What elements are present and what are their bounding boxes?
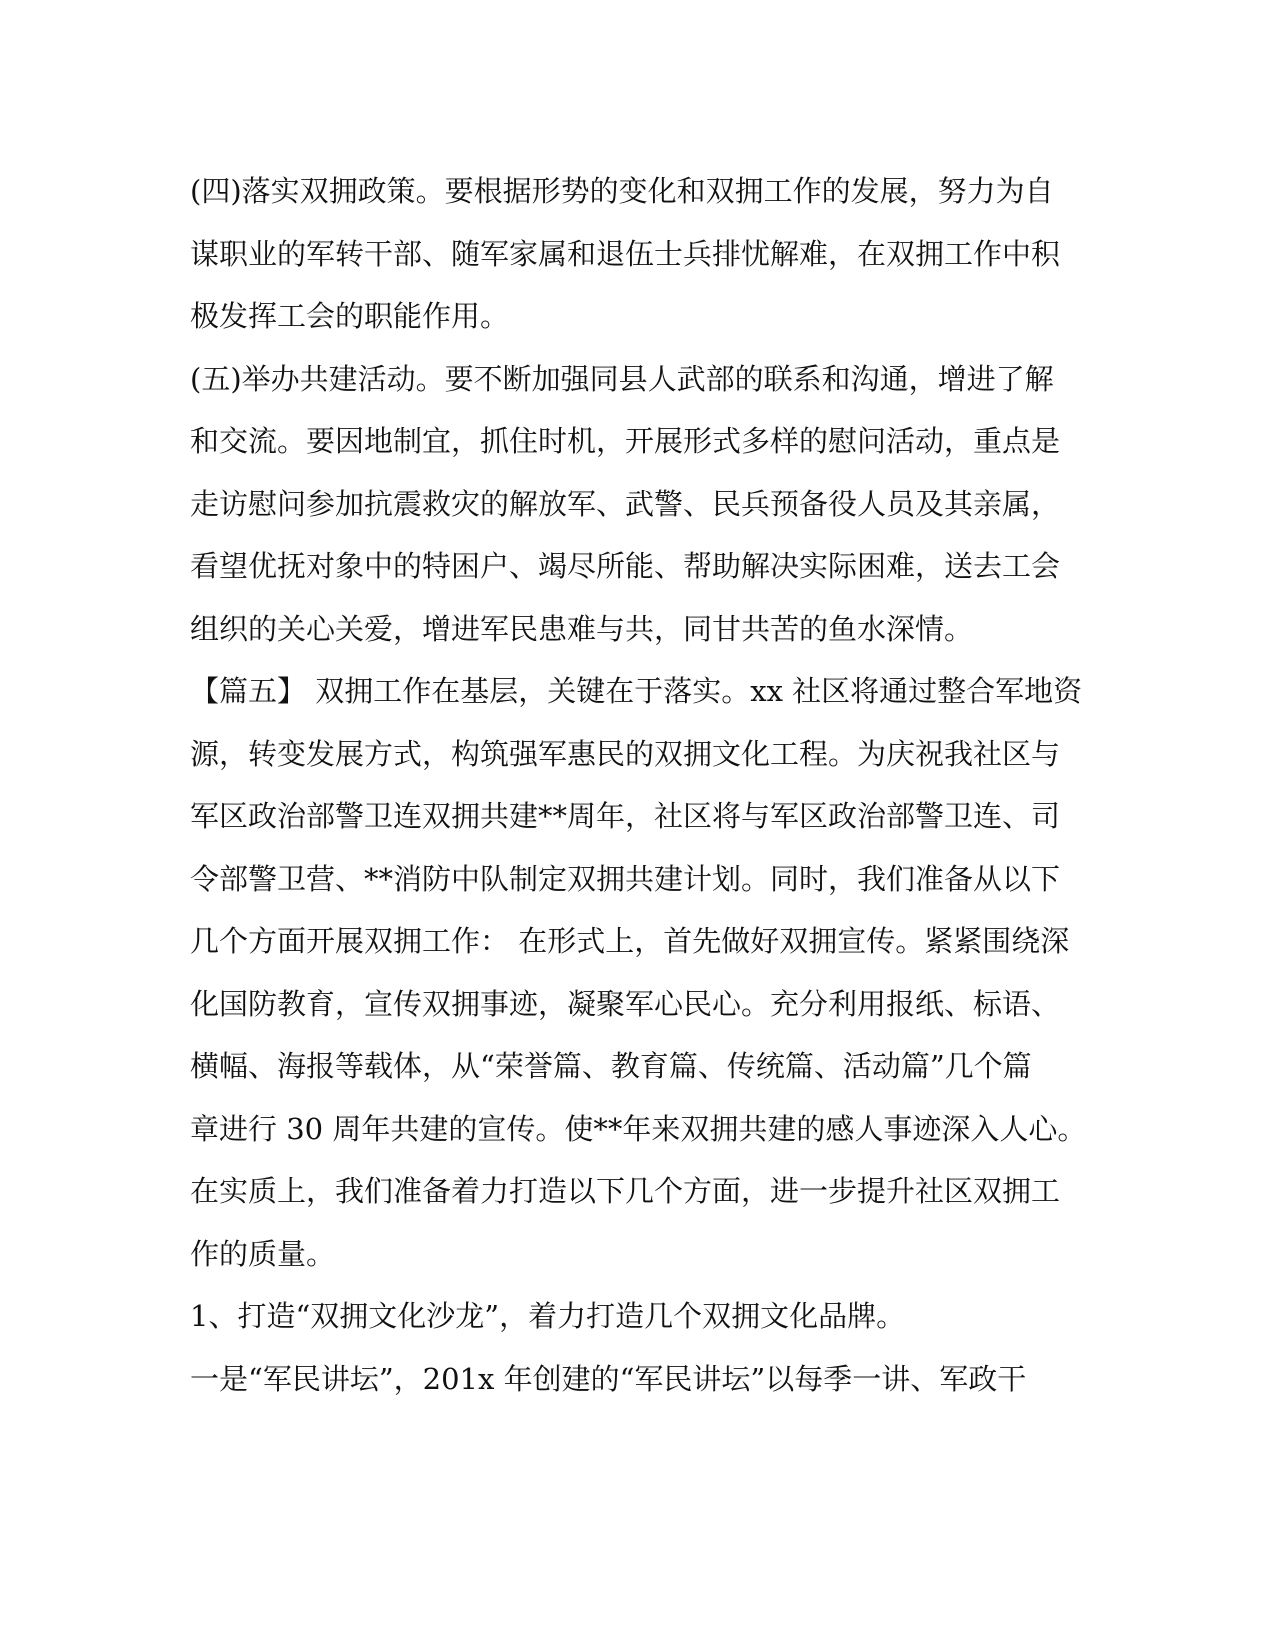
text-line: 令部警卫营、**消防中队制定双拥共建计划。同时，我们准备从以下 <box>190 861 1061 896</box>
text-line: 几个方面开展双拥工作： 在形式上，首先做好双拥宣传。紧紧围绕深 <box>190 924 1070 958</box>
text-line: 章进行 30 周年共建的宣传。使**年来双拥共建的感人事迹深入人心。 <box>190 1111 1087 1146</box>
text-line: 极发挥工会的职能作用。 <box>190 299 510 333</box>
text-line: 源，转变发展方式，构筑强军惠民的双拥文化工程。为庆祝我社区与 <box>190 736 1061 771</box>
text-line: 一是“军民讲坛”，201x 年创建的“军民讲坛”以每季一讲、军政干 <box>190 1361 1027 1396</box>
text-line: 走访慰问参加抗震救灾的解放军、武警、民兵预备役人员及其亲属， <box>190 486 1061 521</box>
text-line: 谋职业的军转干部、随军家属和退伍士兵排忧解难，在双拥工作中积 <box>190 236 1061 271</box>
text-line: 在实质上，我们准备着力打造以下几个方面，进一步提升社区双拥工 <box>190 1174 1061 1208</box>
text-line: 和交流。要因地制宜，抓住时机，开展形式多样的慰问活动，重点是 <box>190 424 1061 458</box>
document-body <box>190 160 1090 1410</box>
text-line: 作的质量。 <box>190 1236 336 1271</box>
text-line: 化国防教育，宣传双拥事迹，凝聚军心民心。充分利用报纸、标语、 <box>190 986 1061 1021</box>
text-line: 1、打造“双拥文化沙龙”，着力打造几个双拥文化品牌。 <box>190 1299 906 1333</box>
text-line: 组织的关心关爱，增进军民患难与共，同甘共苦的鱼水深情。 <box>190 611 974 646</box>
text-line: 【篇五】 双拥工作在基层，关键在于落实。xx 社区将通过整合军地资 <box>190 674 1083 708</box>
text-line: (五)举办共建活动。要不断加强同县人武部的联系和沟通，增进了解 <box>190 361 1054 396</box>
text-line: (四)落实双拥政策。要根据形势的变化和双拥工作的发展，努力为自 <box>190 174 1054 208</box>
text-line: 横幅、海报等载体，从“荣誉篇、教育篇、传统篇、活动篇”几个篇 <box>190 1049 1032 1083</box>
text-line: 看望优抚对象中的特困户、竭尽所能、帮助解决实际困难，送去工会 <box>190 549 1061 583</box>
text-line: 军区政治部警卫连双拥共建**周年，社区将与军区政治部警卫连、司 <box>190 799 1061 833</box>
